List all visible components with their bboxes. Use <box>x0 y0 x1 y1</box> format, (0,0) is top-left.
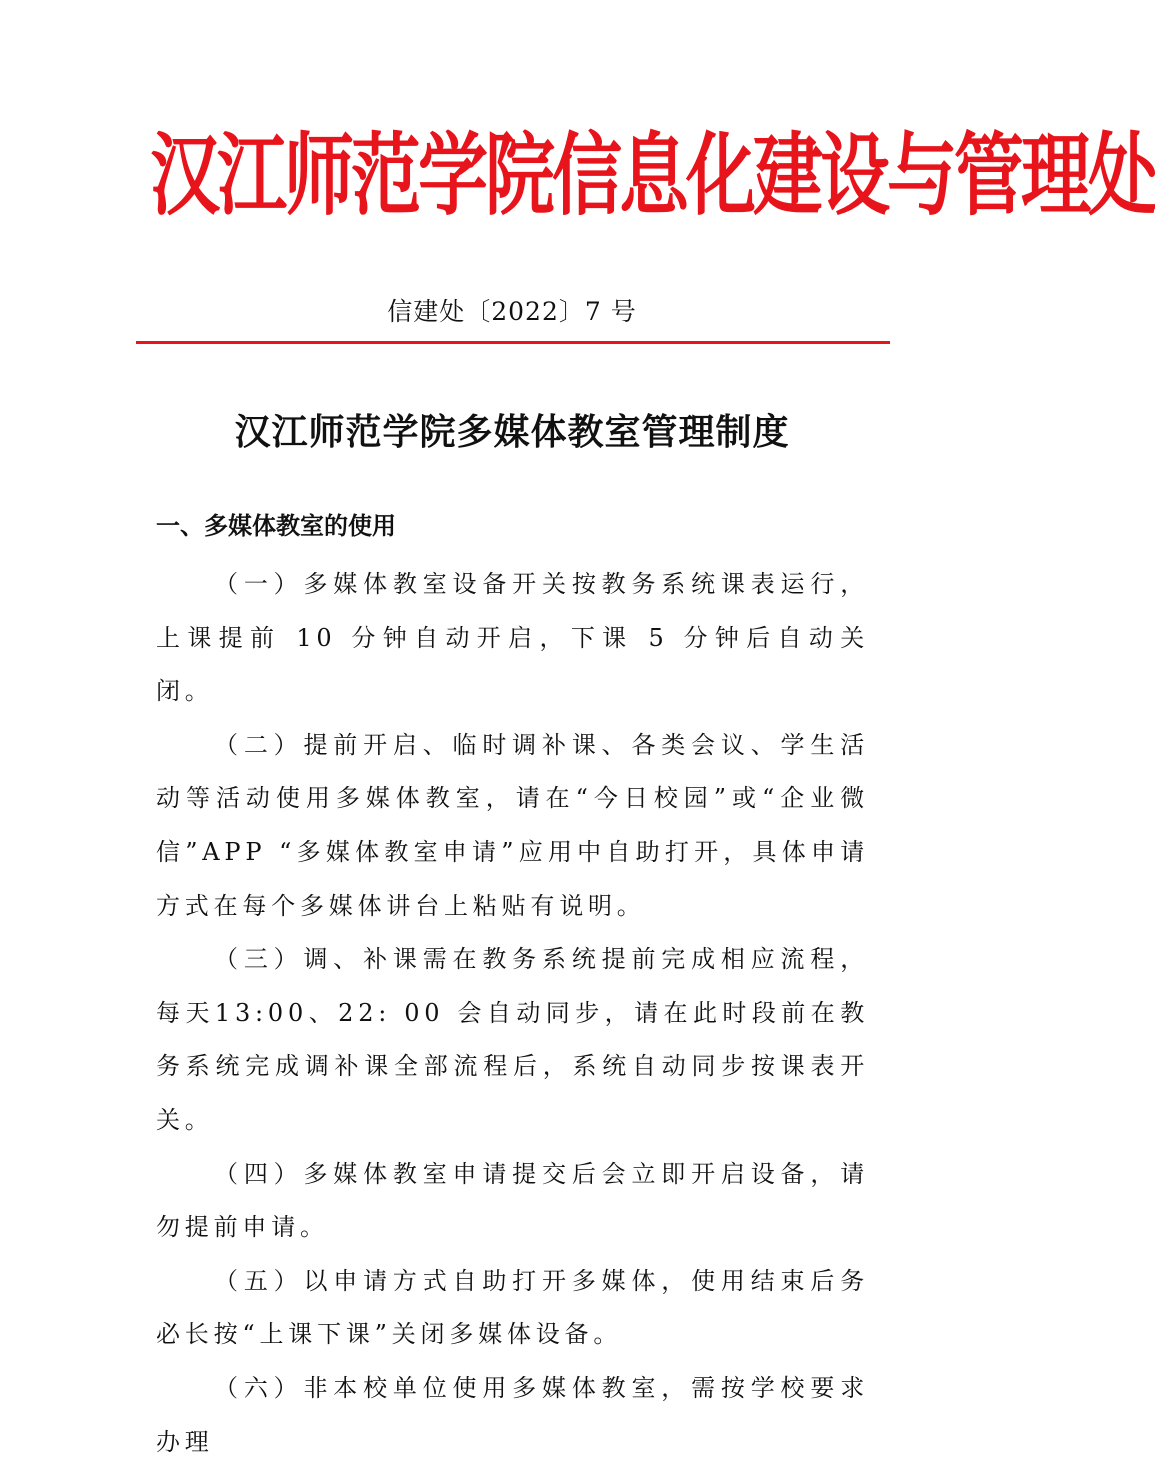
paragraph-2: （二）提前开启、临时调补课、各类会议、学生活动等活动使用多媒体教室，请在“今日校园”或“企业微信”APP “多媒体教室申请”应用中自助打开，具体申请方式在每个多媒体讲台上粘贴有说明。 <box>156 730 869 920</box>
section-heading: 一、多媒体教室的使用 <box>156 512 396 540</box>
paragraph-1: （一）多媒体教室设备开关按教务系统课表运行，上课提前 10 分钟自动开启，下课 5 分钟后自动关闭。 <box>156 570 869 706</box>
letterhead-org-name: 汉江师范学院信息化建设与管理处 <box>150 123 1155 229</box>
document-number: 信建处〔2022〕7 号 <box>387 297 637 326</box>
paragraph-4: （四）多媒体教室申请提交后会立即开启设备，请勿提前申请。 <box>156 1159 869 1242</box>
paragraph-5: （五）以申请方式自助打开多媒体，使用结束后务必长按“上课下课”关闭多媒体设备。 <box>156 1266 869 1349</box>
section-body <box>156 558 869 1469</box>
paragraph-6: （六）非本校单位使用多媒体教室，需按学校要求办理 <box>156 1373 869 1456</box>
red-divider <box>136 341 890 344</box>
document-title: 汉江师范学院多媒体教室管理制度 <box>234 411 790 453</box>
paragraph-3: （三）调、补课需在教务系统提前完成相应流程，每天13:00、22: 00 会自动同步，请在此时段前在教务系统完成调补课全部流程后，系统自动同步按课表开关。 <box>156 945 869 1134</box>
